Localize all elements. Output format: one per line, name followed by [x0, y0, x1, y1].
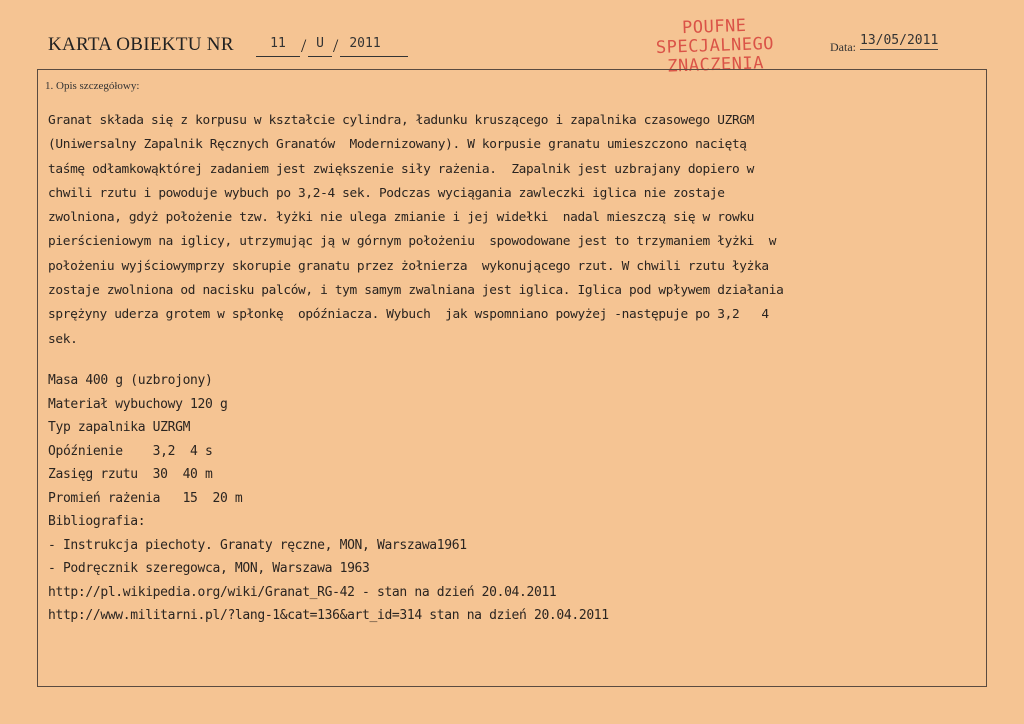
paragraph-line: chwili rzutu i powoduje wybuch po 3,2-4 sek. Podczas wyciągania zawleczki iglica nie zostaje: [48, 185, 725, 201]
nr-separator: /: [333, 36, 339, 57]
paragraph-line: Granat składa się z korpusu w kształcie cylindra, ładunku kruszącego i zapalnika czasowego UZRGM: [48, 113, 755, 128]
bibliography-heading: Bibliografia:: [48, 514, 146, 529]
nr-part-3: 2011: [349, 36, 381, 51]
stamp-line: SPECJALNEGO: [655, 33, 775, 59]
bibliography-item: - Instrukcja piechoty. Granaty ręczne, MON, Warszawa1961: [48, 537, 467, 553]
bibliography-link: http://pl.wikipedia.org/wiki/Granat_RG-42 - stan na dzień 20.04.2011: [48, 584, 557, 600]
spec-list: [48, 369, 978, 628]
section-label: 1. Opis szczegółowy:: [45, 80, 140, 92]
paragraph-line: (Uniwersalny Zapalnik Ręcznych Granatów Modernizowany). W korpusie granatu umieszczono naciętą: [48, 137, 747, 153]
description-paragraph: [48, 109, 978, 352]
paragraph-line: zostaje zwolniona od nacisku palców, i tym samym zwalniana jest iglica. Iglica pod wpływem działania: [48, 283, 784, 299]
nr-underline-1: [256, 56, 300, 57]
nr-underline-3: [340, 56, 408, 57]
paragraph-line: zwolniona, gdyż położenie tzw. łyżki nie ulega zmianie i jej widełki nadal mieszczą się w rowku: [48, 210, 755, 226]
paragraph-line: pierścieniowym na iglicy, utrzymując ją w górnym położeniu spowodowane jest to trzymaniem łyżki w: [48, 234, 777, 250]
date-label: Data:: [830, 40, 856, 54]
spec-line: Zasięg rzutu 30 40 m: [48, 467, 213, 482]
stamp-line: ZNACZENIA: [667, 53, 765, 77]
spec-line: Typ zapalnika UZRGM: [48, 420, 191, 435]
nr-separator: /: [301, 36, 307, 57]
nr-part-1: 11: [270, 36, 286, 51]
spec-line: Promień rażenia 15 20 m: [48, 490, 243, 506]
spec-line: Materiał wybuchowy 120 g: [48, 396, 228, 412]
nr-underline-2: [308, 56, 332, 57]
paragraph-line: sek.: [48, 331, 78, 347]
spec-line: Masa 400 g (uzbrojony): [48, 373, 213, 388]
paragraph-line: położeniu wyjściowymprzy skorupie granatu przez żołnierza wykonującego rzut. W chwili rzutu łyżka: [48, 258, 769, 274]
spec-line: Opóźnienie 3,2 4 s: [48, 443, 213, 459]
bibliography-item: - Podręcznik szeregowca, MON, Warszawa 1963: [48, 561, 370, 576]
card-title: KARTA OBIEKTU NR: [48, 34, 234, 55]
bibliography-link: http://www.militarni.pl/?lang-1&cat=136&art_id=314 stan na dzień 20.04.2011: [48, 608, 609, 623]
date-value: 13/05/2011: [860, 33, 939, 48]
nr-part-2: U: [316, 36, 324, 51]
paragraph-line: taśmę odłamkowąktórej zadaniem jest zwiększenie siły rażenia. Zapalnik jest uzbrajany dopiero w: [48, 161, 755, 177]
paragraph-line: sprężyny uderza grotem w spłonkę opóźniacza. Wybuch jak wspomniano powyżej -następuje po 3,2 4: [48, 307, 769, 323]
stamp-line: POUFNE: [681, 15, 747, 39]
